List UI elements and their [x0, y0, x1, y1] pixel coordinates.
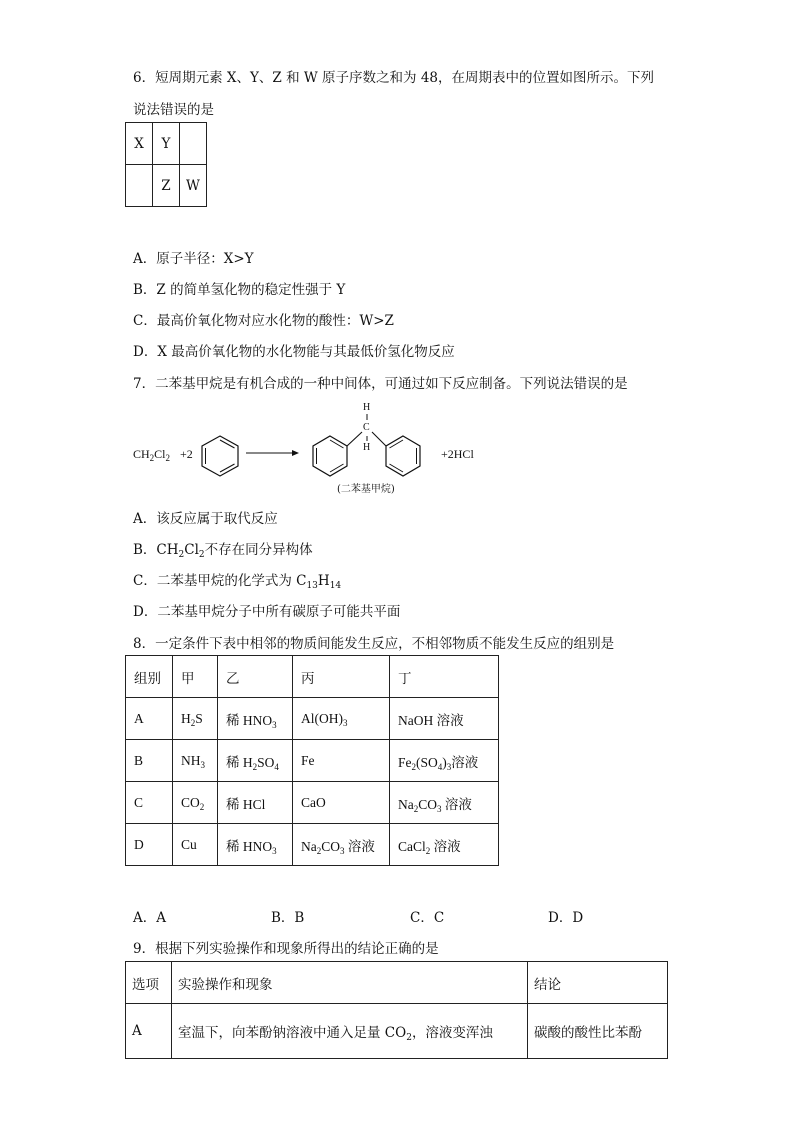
- q8-answer-a: A．A: [133, 910, 166, 926]
- cell-w: W: [180, 165, 207, 207]
- row-a-operation-post: ，溶液变浑浊: [411, 1025, 493, 1041]
- row-c-ding: $Na_2CO_3$ 溶液: [390, 782, 499, 824]
- q7-c-pre: C．二苯基甲烷的化学式为 C: [133, 573, 307, 589]
- q8-answer-b: B．B: [271, 910, 305, 926]
- header-option: 选项: [126, 962, 172, 1004]
- q7-option-b: [133, 538, 313, 558]
- row-c-jia: $CO_2$: [173, 782, 218, 824]
- row-d-bing: $Na_2CO_3$ 溶液: [293, 824, 390, 866]
- reaction-arrow-icon: [244, 447, 302, 459]
- row-b-bing: Fe: [293, 740, 390, 782]
- row-a-operation: [172, 1004, 528, 1059]
- q6-stem-line2: 说法错误的是: [133, 102, 214, 118]
- header-bing: 丙: [293, 656, 390, 698]
- header-ding: 丁: [390, 656, 499, 698]
- row-a-option: A: [126, 1004, 172, 1059]
- row-a-operation-pre: 室温下，向苯酚钠溶液中通入足量 CO: [178, 1025, 407, 1041]
- reactant-sub-1: 2: [149, 453, 155, 463]
- table-row: [126, 824, 499, 866]
- row-a-conclusion: 碳酸的酸性比苯酚: [528, 1004, 668, 1059]
- q6-option-d: D．X 最高价氧化物的水化物能与其最低价氢化物反应: [133, 344, 455, 360]
- table-row: [126, 782, 499, 824]
- q7-c-sub1: 13: [306, 581, 318, 591]
- q7-b-sub1: 2: [178, 550, 185, 560]
- reactant-ch2cl2: [133, 447, 170, 462]
- reactant-cl: Cl: [154, 447, 166, 461]
- cell-x: X: [126, 123, 153, 165]
- row-a-ding: NaOH 溶液: [390, 698, 499, 740]
- q7-b-mid: Cl: [184, 542, 199, 558]
- row-b-group: B: [126, 740, 173, 782]
- q8-answer-d: D．D: [548, 910, 584, 926]
- row-b-jia: $NH_3$: [173, 740, 218, 782]
- row-a-operation-sub: 2: [406, 1033, 412, 1043]
- q6-option-b: B．Z 的简单氢化物的稳定性强于 Y: [133, 282, 346, 298]
- row-d-group: D: [126, 824, 173, 866]
- q6-option-a: A．原子半径：X>Y: [133, 251, 254, 267]
- benzene-reactant-icon: [195, 432, 245, 478]
- row-c-bing: CaO: [293, 782, 390, 824]
- header-jia: 甲: [173, 656, 218, 698]
- q8-reaction-table: [125, 655, 499, 866]
- q8-stem: 8．一定条件下表中相邻的物质间能发生反应，不相邻物质不能发生反应的组别是: [133, 636, 615, 652]
- row-c-group: C: [126, 782, 173, 824]
- product-h-top: H: [363, 402, 371, 413]
- row-c-yi: 稀 HCl: [218, 782, 293, 824]
- q9-stem: 9．根据下列实验操作和现象所得出的结论正确的是: [133, 941, 439, 957]
- reactant-coefficient: +2: [180, 447, 193, 461]
- row-d-jia: Cu: [173, 824, 218, 866]
- table-header-row: [126, 656, 499, 698]
- row-a-yi: 稀 $HNO_3$: [218, 698, 293, 740]
- header-yi: 乙: [218, 656, 293, 698]
- q7-b-pre: B．CH: [133, 542, 179, 558]
- q6-option-c: C．最高价氧化物对应水化物的酸性：W>Z: [133, 313, 394, 329]
- q9-experiment-table: [125, 961, 668, 1059]
- q6-stem-line1: 6．短周期元素 X、Y、Z 和 W 原子序数之和为 48，在周期表中的位置如图所示。下列: [133, 70, 655, 86]
- q7-option-c: [133, 569, 341, 589]
- cell-empty-1: [180, 123, 207, 165]
- table-row: [126, 698, 499, 740]
- row-d-ding: CaCl$_2$ 溶液: [390, 824, 499, 866]
- reactant-sub-2: 2: [165, 453, 171, 463]
- row-a-jia: $H_2S$: [173, 698, 218, 740]
- q7-c-sub2: 14: [329, 581, 342, 591]
- row-b-ding: $Fe_2(SO_4)_3$溶液: [390, 740, 499, 782]
- product-caption: (二苯基甲烷): [337, 484, 395, 495]
- header-conclusion: 结论: [528, 962, 668, 1004]
- row-b-yi: 稀 $H_2SO_4$: [218, 740, 293, 782]
- product-h-bottom: H: [363, 442, 371, 453]
- header-group: 组别: [126, 656, 173, 698]
- q7-b-post: 不存在同分异构体: [204, 542, 313, 558]
- q7-stem: 7．二苯基甲烷是有机合成的一种中间体，可通过如下反应制备。下列说法错误的是: [133, 376, 628, 392]
- table-header-row: [126, 962, 668, 1004]
- periodic-table-fragment: [125, 122, 207, 207]
- cell-empty-2: [126, 165, 153, 207]
- q7-c-mid: H: [317, 573, 330, 589]
- row-a-group: A: [126, 698, 173, 740]
- q7-option-d: D．二苯基甲烷分子中所有碳原子可能共平面: [133, 604, 401, 620]
- q7-option-a: A．该反应属于取代反应: [133, 511, 278, 527]
- row-a-bing: $Al(OH)_3$: [293, 698, 390, 740]
- q8-answer-c: C．C: [410, 910, 445, 926]
- cell-z: Z: [153, 165, 180, 207]
- row-d-yi: 稀 $HNO_3$: [218, 824, 293, 866]
- byproduct-hcl: +2HCl: [441, 447, 474, 461]
- q7-b-sub2: 2: [198, 550, 205, 560]
- table-row: [126, 1004, 668, 1059]
- product-c: C: [363, 422, 370, 433]
- reactant-ch: CH: [133, 447, 150, 461]
- cell-y: Y: [153, 123, 180, 165]
- table-row: [126, 740, 499, 782]
- header-operation: 实验操作和现象: [172, 962, 528, 1004]
